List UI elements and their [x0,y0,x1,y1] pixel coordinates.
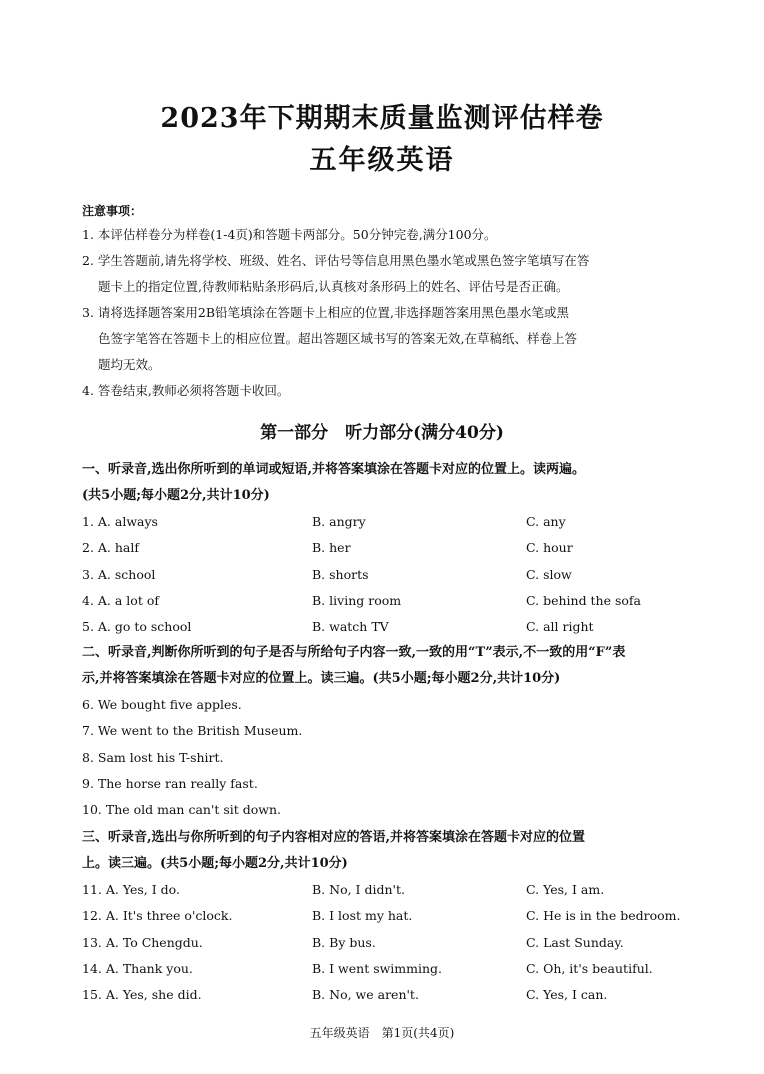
question-row [82,562,692,588]
note-line: 1. 本评估样卷分为样卷(1-4页)和答题卡两部分。50分钟完卷,满分100分。 [82,227,497,242]
option-a: 4. A. a lot of [82,592,159,608]
option-b: B. I lost my hat. [312,908,413,924]
note-line: 题卡上的指定位置,待教师粘贴条形码后,认真核对条形码上的姓名、评估号是否正确。 [98,279,569,294]
option-c: C. hour [526,540,573,556]
option-b: B. angry [312,514,366,529]
option-a: 1. A. always [82,514,158,529]
option-c: C. slow [526,566,572,582]
exam-title: 2023年下期期末质量监测评估样卷 [160,103,604,134]
option-a: 12. A. It's three o'clock. [82,908,233,924]
option-b: B. watch TV [312,619,389,635]
notes-section [82,200,688,404]
section3-heading-cont: 上。读三遍。(共5小题;每小题2分,共计10分) [82,856,348,871]
section1-heading-cont: (共5小题;每小题2分,共计10分) [82,488,270,503]
question-row [82,509,692,535]
question-row [82,903,692,929]
option-a: 5. A. go to school [82,619,192,635]
statement-item: 7. We went to the British Museum. [82,723,303,739]
page-footer: 五年级英语 第1页(共4页) [309,1026,455,1040]
note-line: 色签字笔答在答题卡上的相应位置。超出答题区域书写的答案无效,在草稿纸、样卷上答 [98,331,577,346]
note-line: 3. 请将选择题答案用2B铅笔填涂在答题卡上相应的位置,非选择题答案用黑色墨水笔或黑 [82,305,570,320]
question-row [82,877,692,903]
statement-item: 9. The horse ran really fast. [82,775,258,791]
option-b: B. By bus. [312,934,376,950]
section1-heading: 一、听录音,选出你所听到的单词或短语,并将答案填涂在答题卡对应的位置上。读两遍。 [82,462,586,477]
option-b: B. I went swimming. [312,960,443,976]
note-line: 2. 学生答题前,请先将学校、班级、姓名、评估号等信息用黑色墨水笔或黑色签字笔填写在答 [82,253,590,268]
option-a: 13. A. To Chengdu. [82,934,203,950]
option-c: C. Yes, I can. [526,987,608,1003]
section1 [82,457,692,640]
option-c: C. behind the sofa [526,592,642,608]
statement-item: 8. Sam lost his T-shirt. [82,749,224,765]
section2-heading-cont: 示,并将答案填涂在答题卡对应的位置上。读三遍。(共5小题;每小题2分,共计10分) [82,671,561,686]
option-a: 14. A. Thank you. [82,960,193,976]
option-b: B. her [312,540,351,556]
option-b: B. living room [312,592,402,608]
question-row [82,535,692,561]
question-row [82,614,692,640]
section3 [82,825,692,1008]
question-row [82,930,692,956]
option-c: C. Yes, I am. [526,882,605,897]
question-row [82,956,692,982]
note-line: 4. 答卷结束,教师必须将答题卡收回。 [82,383,290,398]
option-a: 3. A. school [82,566,156,582]
section2 [82,640,692,823]
question-row [82,588,692,614]
part1-title: 第一部分 听力部分(满分40分) [260,423,504,443]
option-c: C. any [526,514,566,529]
option-c: C. all right [526,619,594,635]
section2-heading: 二、听录音,判断你所听到的句子是否与所给句子内容一致,一致的用“T”表示,不一致的用“F”表 [82,645,626,660]
option-a: 2. A. half [82,540,140,556]
option-b: B. No, I didn't. [312,882,405,897]
statement-item: 10. The old man can't sit down. [82,802,282,818]
option-b: B. No, we aren't. [312,987,419,1003]
notes-heading: 注意事项： [82,204,143,218]
option-b: B. shorts [312,566,369,582]
section3-heading: 三、听录音,选出与你所听到的句子内容相对应的答语,并将答案填涂在答题卡对应的位置 [82,830,586,845]
question-row [82,982,692,1008]
option-a: 11. A. Yes, I do. [82,882,180,897]
option-c: C. He is in the bedroom. [526,908,681,924]
note-line: 题均无效。 [98,357,161,372]
statement-item: 6. We bought five apples. [82,697,242,712]
option-a: 15. A. Yes, she did. [82,987,202,1003]
exam-subtitle: 五年级英语 [309,145,455,176]
option-c: C. Last Sunday. [526,934,624,950]
option-c: C. Oh, it's beautiful. [526,960,653,976]
